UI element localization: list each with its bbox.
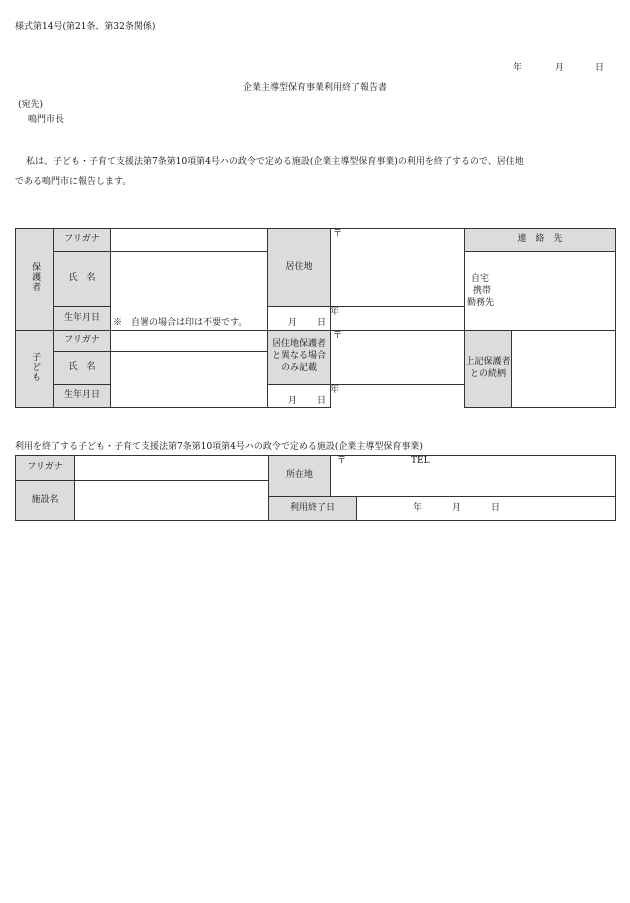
relation-label: 上記保護者との続柄 bbox=[465, 330, 512, 408]
body-line-2: である鳴門市に報告します。 bbox=[15, 177, 132, 187]
guardian-label: 保護者 bbox=[16, 229, 54, 331]
end-date-label: 利用終了日 bbox=[269, 497, 357, 521]
date-day: 日 bbox=[595, 63, 605, 73]
child-name-field[interactable] bbox=[111, 351, 268, 408]
contact-mobile: 携帯 bbox=[473, 285, 492, 296]
facility-furigana-field[interactable] bbox=[75, 456, 269, 481]
end-date-field[interactable]: 年 月 日 bbox=[357, 497, 616, 521]
addressee-label: (宛先) bbox=[18, 100, 44, 110]
seal-note: ※ 自署の場合は印は不要です。 bbox=[113, 318, 248, 329]
guardian-birth-field[interactable]: 年月 日 bbox=[268, 307, 331, 331]
child-residence-field[interactable]: 〒 bbox=[331, 330, 465, 384]
postal-mark: 〒 bbox=[337, 456, 347, 466]
child-birth-label: 生年月日 bbox=[54, 384, 111, 408]
document-title: 企業主導型保育事業利用終了報告書 bbox=[242, 83, 387, 93]
guardian-birth-label: 生年月日 bbox=[54, 307, 111, 331]
child-residence-label: 居住地保護者と異なる場合のみ記載 bbox=[268, 330, 331, 384]
guardian-furigana-field[interactable] bbox=[111, 229, 268, 252]
addressee: 鳴門市長 bbox=[28, 115, 65, 125]
child-name-label: 氏 名 bbox=[54, 351, 111, 384]
location-field[interactable] bbox=[331, 456, 616, 497]
date-year: 年 bbox=[513, 63, 523, 73]
facility-name-label: 施設名 bbox=[16, 481, 75, 521]
tel-label: TEL bbox=[411, 456, 430, 466]
child-birth-field[interactable]: 年月 日 bbox=[268, 384, 331, 408]
contact-header: 連 絡 先 bbox=[465, 229, 616, 252]
body-line-1: 私は、子ども・子育て支援法第7条第10項第4号ハの政令で定める施設(企業主導型保育事業)の利用を終了するので、居住地 bbox=[26, 157, 524, 167]
contact-home: 自宅 bbox=[471, 273, 490, 284]
location-label: 所在地 bbox=[269, 456, 331, 497]
child-furigana-field[interactable] bbox=[111, 330, 268, 351]
facility-table-caption: 利用を終了する子ども・子育て支援法第7条第10項第4号ハの政令で定める施設(企業主導型保育事業) bbox=[15, 442, 423, 452]
guardian-residence-label: 居住地 bbox=[268, 229, 331, 307]
guardian-furigana-label: フリガナ bbox=[54, 229, 111, 252]
facility-furigana-label: フリガナ bbox=[16, 456, 75, 481]
postal-mark: 〒 bbox=[333, 229, 343, 239]
guardian-name-label: 氏 名 bbox=[54, 252, 111, 307]
relation-field[interactable] bbox=[512, 330, 616, 408]
date-line bbox=[513, 60, 613, 73]
guardian-residence-field[interactable] bbox=[331, 229, 465, 307]
contact-work: 勤務先 bbox=[467, 297, 495, 308]
applicant-table bbox=[15, 228, 616, 408]
contact-field[interactable] bbox=[465, 252, 616, 331]
child-furigana-label: フリガナ bbox=[54, 330, 111, 351]
date-month: 月 bbox=[555, 63, 565, 73]
facility-table bbox=[15, 455, 616, 521]
guardian-name-field[interactable] bbox=[111, 252, 268, 331]
child-label: 子ども bbox=[16, 330, 54, 408]
form-number: 様式第14号(第21条、第32条関係) bbox=[15, 22, 156, 32]
facility-name-field[interactable] bbox=[75, 481, 269, 521]
